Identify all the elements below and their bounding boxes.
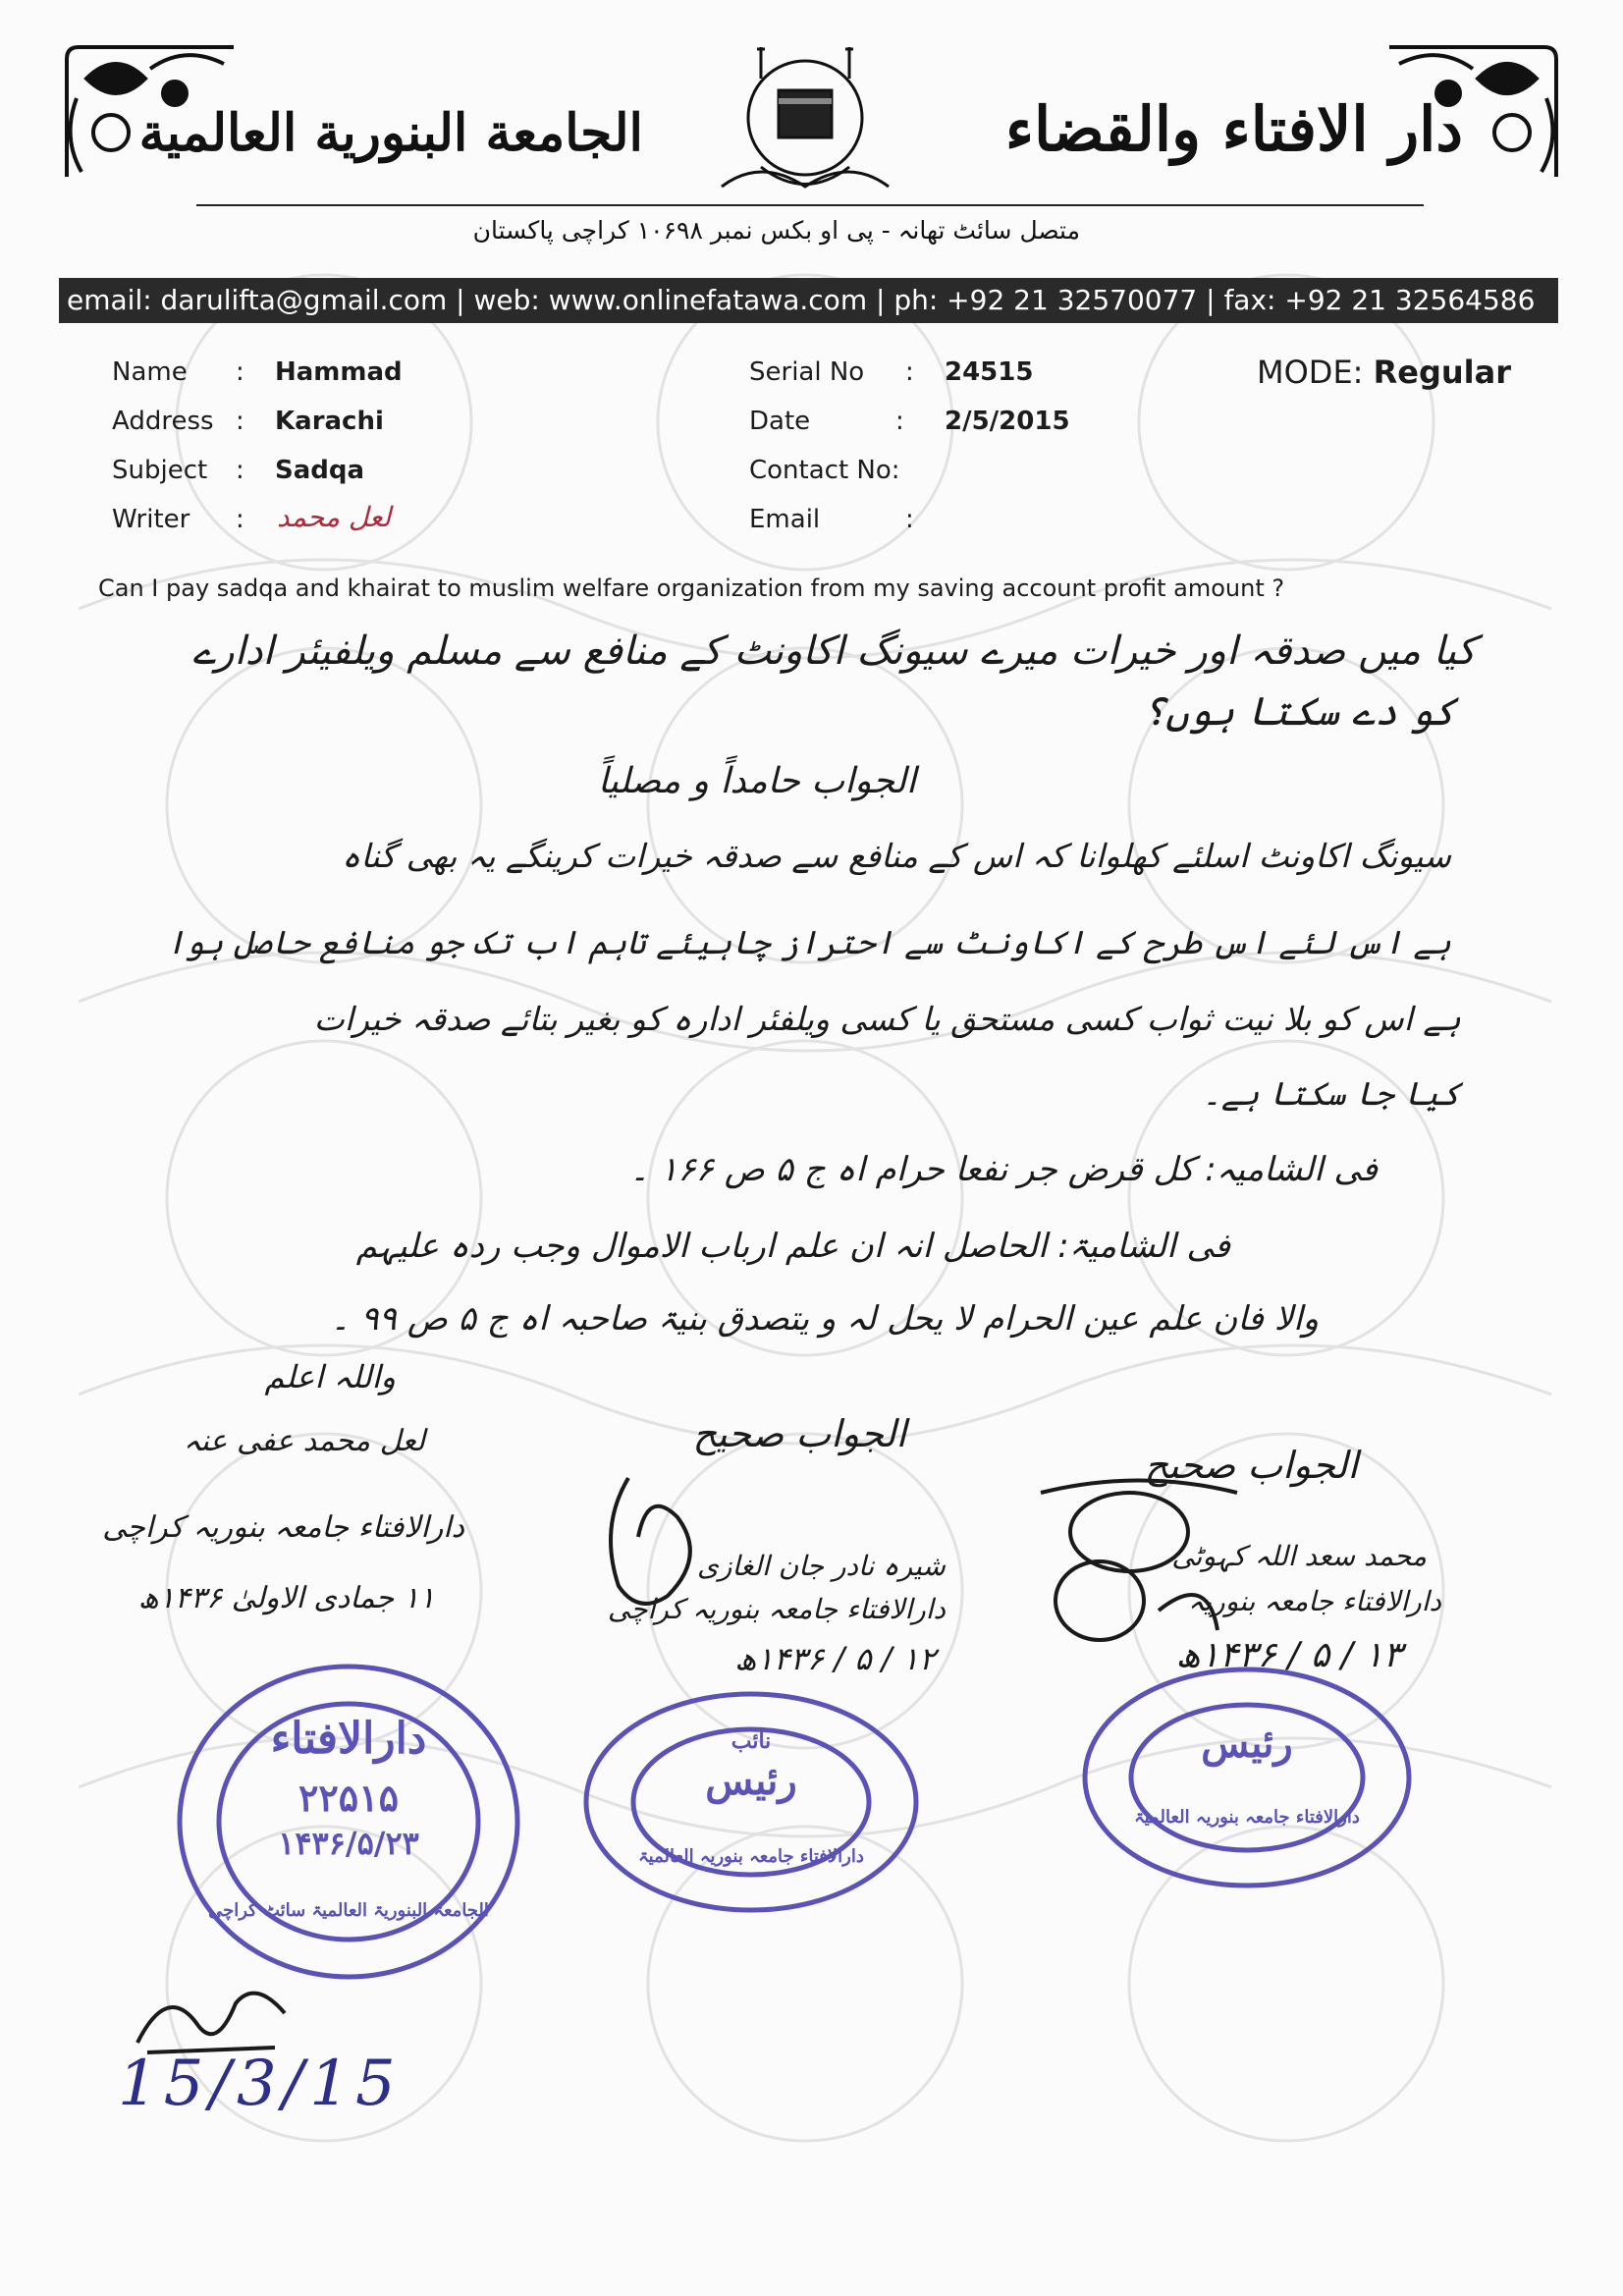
urdu-question-line-2: کو دے سکتا ہوں؟ xyxy=(1142,689,1456,735)
date-label: Date xyxy=(749,407,811,436)
final-date: 15/3/15 xyxy=(118,2048,402,2120)
answer-institution: دارالافتاء جامعہ بنوریہ کراچی xyxy=(102,1510,464,1545)
contact-bar: email: darulifta@gmail.com | web: www.onlinefatawa.com | ph: +92 21 32570077 | fax: +92 21 32564586 xyxy=(59,278,1558,323)
subject-label: Subject xyxy=(112,456,208,485)
answer-line-1: سیونگ اکاونٹ اسلئے کھلوانا کہ اس کے منافع سے صدقہ خیرات کرینگے یہ بھی گناہ xyxy=(342,837,1451,875)
mode-field xyxy=(1257,354,1511,391)
date-value: 2/5/2015 xyxy=(945,407,1070,436)
answer-heading: الجواب حامداً و مصلیاً xyxy=(597,761,916,801)
address-colon: : xyxy=(236,407,244,436)
signature-2-heading: الجواب صحیح xyxy=(692,1412,906,1455)
answer-line-2: ہے اس لئے اس طرح کے اکاونٹ سے احتراز چاہیئے تاہم اب تک جو منافع حاصل ہوا xyxy=(166,923,1451,961)
stamp-3-ring-text: دارالافتاء جامعہ بنوریہ العالمیۃ xyxy=(1134,1807,1360,1828)
signature-3-name: محمد سعد اللہ کہوٹی xyxy=(1171,1540,1427,1572)
serial-colon: : xyxy=(905,357,914,387)
reference-line-2: فی الشامیۃ: الحاصل انہ ان علم ارباب الاموال وجب ردہ علیہم xyxy=(355,1227,1230,1266)
address-value-wrap xyxy=(275,407,384,436)
question-english: Can I pay sadqa and khairat to muslim welfare organization from my saving account profit amount ? xyxy=(98,574,1285,602)
stamp-3-icon xyxy=(1080,1665,1414,1890)
subject-colon: : xyxy=(236,456,244,485)
name-colon: : xyxy=(236,357,244,387)
answer-hijri-date: ۱۱ جمادی الاولیٰ ۱۴۳۶ھ xyxy=(137,1581,435,1615)
answer-author: لعل محمد عفی عنہ xyxy=(183,1424,425,1458)
email-colon: : xyxy=(905,505,914,534)
answer-closing: واللہ اعلم xyxy=(264,1358,396,1395)
kaaba-emblem-icon xyxy=(702,39,908,206)
stamp-1-icon xyxy=(172,1660,525,1984)
stamp-2-ring-text: دارالافتاء جامعہ بنوریہ العالمیۃ xyxy=(638,1846,864,1867)
name-value: Hammad xyxy=(275,357,403,387)
contact-label: Contact No: xyxy=(749,456,900,485)
header-title-darul-ifta: دار الافتاء والقضاء xyxy=(1004,93,1463,165)
subject-value-wrap xyxy=(275,456,364,485)
writer-colon: : xyxy=(236,505,244,534)
subject-value: Sadqa xyxy=(275,456,365,485)
date-colon: : xyxy=(895,407,904,436)
stamp-2-top: نائب xyxy=(730,1728,772,1754)
header-title-jamia: الجامعة البنورية العالمية xyxy=(138,103,643,163)
stamp-1-number: ۲۲۵۱۵ xyxy=(298,1776,400,1820)
writer-label: Writer xyxy=(112,505,190,534)
signature-3-institution: دارالافتاء جامعہ بنوریہ xyxy=(1187,1585,1441,1617)
writer-value: لعل محمد xyxy=(277,501,392,533)
name-value-wrap xyxy=(275,357,403,387)
header-address: متصل سائٹ تھانہ - پی او بکس نمبر ۱۰۶۹۸ کراچی پاکستان xyxy=(472,216,1080,245)
name-label: Name xyxy=(112,357,188,387)
stamp-3-title: رئیس xyxy=(1201,1721,1293,1767)
address-label: Address xyxy=(112,407,214,436)
name-field xyxy=(112,357,188,387)
serial-value: 24515 xyxy=(945,357,1034,387)
signature-2-date: ۱۲ / ۵ / ۱۴۳۶ھ xyxy=(734,1640,936,1677)
answer-line-4: کیا جا سکتا ہے۔ xyxy=(1202,1074,1461,1113)
reference-line-1: فی الشامیہ: کل قرض جر نفعا حرام اہ ج ۵ ص ۱۶۶ ۔ xyxy=(629,1150,1378,1189)
email-label: Email xyxy=(749,505,821,534)
stamp-1-date: ۱۴۳۶/۵/۲۳ xyxy=(278,1825,419,1862)
stamp-1-title: دارالافتاء xyxy=(270,1714,427,1764)
signature-3-date: ۱۳ / ۵ / ۱۴۳۶ھ xyxy=(1175,1635,1402,1675)
date-value-wrap xyxy=(945,407,1070,436)
stamp-2-title: رئیس xyxy=(705,1758,797,1804)
signature-2-name: شیرہ نادر جان الغازی xyxy=(697,1550,946,1582)
serial-value-wrap xyxy=(945,357,1033,387)
serial-label: Serial No xyxy=(749,357,865,387)
address-value: Karachi xyxy=(275,407,384,436)
stamp-1-ring-text: الجامعۃ البنوریۃ العالمیۃ سائٹ کراچی xyxy=(208,1900,489,1921)
signature-2-institution: دارالافتاء جامعہ بنوریہ کراچی xyxy=(607,1593,946,1625)
header-rule xyxy=(196,204,1424,206)
urdu-question-line-1: کیا میں صدقہ اور خیرات میرے سیونگ اکاونٹ کے منافع سے مسلم ویلفیئر ادارے xyxy=(191,629,1476,674)
mode-label: MODE: xyxy=(1257,354,1364,391)
answer-line-3: ہے اس کو بلا نیت ثواب کسی مستحق یا کسی ویلفئر ادارہ کو بغیر بتائے صدقہ خیرات xyxy=(313,1000,1461,1038)
mode-value: Regular xyxy=(1373,354,1511,391)
reference-line-3: والا فان علم عین الحرام لا یحل لہ و یتصدق بنیۃ صاحبہ اہ ج ۵ ص ۹۹ ۔ xyxy=(330,1299,1319,1339)
signature-3-heading: الجواب صحیح xyxy=(1144,1444,1358,1487)
